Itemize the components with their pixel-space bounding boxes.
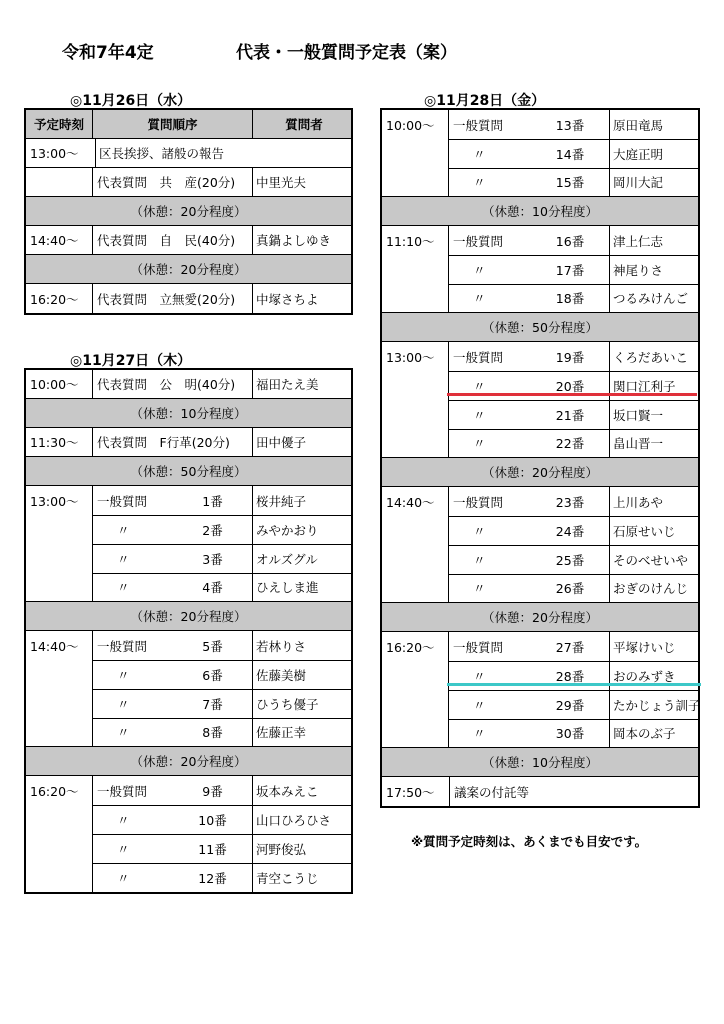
break-label: （休憩：20分程度） [130,204,247,219]
question-number-cell: 14番 [531,139,610,168]
row-divider [449,255,698,256]
questioner-cell: オルズグル [256,551,318,567]
table-row [26,284,351,313]
time-cell [382,574,449,602]
table-row [26,370,351,399]
row-divider [449,400,698,401]
header-order: 質問順序 [93,110,253,138]
questioner-cell: 原田竜馬 [613,117,664,133]
time-cell [26,834,93,863]
day1-date-heading: ◎11月26日（水） [70,93,192,109]
table-row [26,139,351,168]
question-number-cell: 7番 [173,689,253,718]
questioner-cell: 上川あや [613,494,664,510]
table-row [26,631,351,660]
row-divider [449,284,698,285]
time-cell [26,863,93,892]
question-number-cell: 5番 [173,631,253,660]
table-row [26,660,351,689]
table-row [26,226,351,255]
question-number-cell: 2番 [173,515,253,544]
table-row [382,400,698,429]
break-label: （休憩：10分程度） [130,406,247,421]
question-number-cell: 1番 [173,486,253,515]
row-divider [449,690,698,691]
row-divider [449,545,698,546]
questioner-cell: 佐藤美樹 [256,667,307,683]
question-number-cell: 24番 [531,516,610,545]
time-cell: 13:00～ [30,146,79,161]
table-row [26,689,351,718]
question-type-cell: 〃 [117,812,130,828]
break-label: （休憩：20分程度） [130,262,247,277]
break-row [382,313,698,342]
time-cell: 16:20～ [382,632,449,661]
row-divider [449,429,698,430]
question-type-cell: 代表質問 F行革(20分) [93,428,253,456]
questioner-cell: 津上仁志 [613,233,664,249]
table-row [382,226,698,255]
table-row [382,110,698,139]
day1-schedule-table [24,108,353,315]
day3-date-heading: ◎11月28日（金） [424,93,546,109]
session-label: 令和7年4定 [62,43,154,63]
time-cell: 13:00～ [382,342,449,371]
question-number-cell: 19番 [531,342,610,371]
row-divider [93,515,351,516]
time-cell: 13:00～ [26,486,93,515]
questioner-cell: 田中優子 [256,435,307,450]
question-number-cell: 3番 [173,544,253,573]
table-row [26,573,351,602]
question-type-cell: 〃 [117,580,130,595]
question-type-cell: 〃 [117,841,130,857]
questioner-cell: 大庭正明 [613,146,664,162]
row-divider [93,718,351,719]
greeting-cell: 区長挨拶、諸般の報告 [95,139,350,167]
question-number-cell: 15番 [531,168,610,196]
question-number-cell: 10番 [173,805,253,834]
question-type-cell: 〃 [473,407,486,423]
table-row [26,776,351,805]
time-cell [26,515,93,544]
time-cell [26,660,93,689]
question-number-cell: 11番 [173,834,253,863]
row-divider [93,863,351,864]
break-row [26,399,351,428]
break-label: （休憩：50分程度） [130,464,247,479]
questioner-cell: 石原せいじ [613,523,676,539]
page-title: 代表・一般質問予定表（案） [236,43,457,63]
table-row [382,429,698,458]
time-cell: 14:40～ [382,487,449,516]
questioner-cell: 福田たえ美 [256,377,319,392]
break-row [26,197,351,226]
break-label: （休憩：20分程度） [482,610,598,625]
footnote: ※質問予定時刻は、あくまでも目安です。 [411,834,648,849]
time-cell [382,139,449,168]
question-type-cell: 〃 [473,378,486,394]
question-number-cell: 25番 [531,545,610,574]
table-row [382,690,701,719]
question-type-cell: 〃 [473,697,486,713]
red-highlight-line [447,393,697,396]
question-number-cell: 18番 [531,284,610,312]
break-label: （休憩：20分程度） [130,754,247,769]
day3-schedule-table [380,108,700,808]
questioner-cell: おのみずき [613,668,676,684]
table-row [382,284,698,313]
time-cell [382,545,449,574]
questioner-cell: みやかおり [256,522,319,538]
time-cell [26,573,93,601]
questioner-cell: ひうち優子 [256,696,319,712]
questioner-cell: そのべせいや [613,552,689,568]
question-type-cell: 〃 [473,175,486,190]
question-number-cell: 9番 [173,776,253,805]
table-row [382,777,698,806]
questioner-cell: 神尾りさ [613,262,664,278]
questioner-cell: つるみけんご [613,291,689,306]
table-row [382,487,698,516]
row-divider [93,689,351,690]
table-row [26,834,351,863]
table-header-row [26,110,351,139]
time-cell [382,284,449,312]
table-row [26,718,351,747]
questioner-cell: 平塚けいじ [613,639,676,655]
question-number-cell: 12番 [173,863,253,892]
time-cell [382,661,449,690]
break-label: （休憩：10分程度） [482,204,598,219]
question-type-cell: 〃 [117,551,130,567]
row-divider [449,516,698,517]
question-type-cell: 〃 [473,291,486,306]
break-row [382,748,698,777]
row-divider [93,544,351,545]
table-row [382,574,698,603]
question-number-cell: 23番 [531,487,610,516]
cyan-highlight-line [447,683,701,686]
questioner-cell: 桜井純子 [256,493,307,509]
questioner-cell: ひえしま進 [256,580,319,595]
question-type-cell: 一般質問 [97,493,148,509]
question-type-cell: 〃 [117,522,130,538]
time-cell: 11:30～ [26,428,93,456]
questioner-cell: 青空こうじ [256,870,319,886]
time-cell: 10:00～ [382,110,449,139]
day2-schedule-table [24,368,353,894]
question-type-cell: 〃 [473,726,486,741]
table-row [26,544,351,573]
break-label: （休憩：20分程度） [482,465,598,480]
break-label: （休憩：50分程度） [482,320,598,335]
question-type-cell: 代表質問 共 産(20分) [93,168,253,196]
questioner-cell: おぎのけんじ [613,581,689,596]
break-row [382,603,698,632]
questioner-cell: 真鍋よしゆき [256,233,332,248]
row-divider [93,805,351,806]
time-cell [382,516,449,545]
questioner-cell: 関口江利子 [613,378,676,394]
question-type-cell: 〃 [473,552,486,568]
closing-cell: 議案の付託等 [449,777,699,806]
table-row [382,255,698,284]
break-row [26,255,351,284]
question-type-cell: 代表質問 立無愛(20分) [93,284,253,313]
time-cell [382,400,449,429]
question-type-cell: 一般質問 [453,639,504,655]
question-number-cell: 30番 [531,719,610,747]
table-row [26,486,351,515]
question-type-cell: 一般質問 [97,783,148,799]
break-row [382,458,698,487]
table-row [26,428,351,457]
table-row [382,342,698,371]
row-divider [93,660,351,661]
question-type-cell: 一般質問 [453,233,504,249]
row-divider [449,371,698,372]
question-type-cell: 〃 [117,870,130,886]
time-cell [382,719,449,747]
empty-time-cell [26,168,93,196]
break-row [26,747,351,776]
question-type-cell: 〃 [473,523,486,539]
table-row [382,168,698,197]
time-cell: 17:50～ [386,784,435,800]
time-cell [26,805,93,834]
questioner-cell: 若林りさ [256,638,307,654]
questioner-cell: くろだあいこ [613,349,689,365]
time-cell [26,544,93,573]
questioner-cell: 坂口賢一 [613,407,664,423]
time-cell [382,168,449,196]
question-type-cell: 〃 [473,146,486,162]
question-type-cell: 代表質問 公 明(40分) [93,370,253,398]
table-row [382,719,698,748]
table-row [382,632,698,661]
question-type-cell: 一般質問 [453,117,504,133]
question-number-cell: 27番 [531,632,610,661]
question-number-cell: 16番 [531,226,610,255]
question-number-cell: 26番 [531,574,610,602]
question-type-cell: 〃 [473,436,486,451]
table-row [382,545,698,574]
table-row [26,168,351,197]
questioner-cell: 中里光夫 [256,175,307,190]
break-row [382,197,698,226]
time-cell [382,429,449,457]
question-type-cell: 代表質問 自 民(40分) [93,226,253,254]
time-cell [382,371,449,400]
questioner-cell: 畠山晋一 [613,436,664,451]
row-divider [93,834,351,835]
question-number-cell: 22番 [531,429,610,457]
time-cell [26,689,93,718]
question-type-cell: 一般質問 [453,349,504,365]
question-type-cell: 一般質問 [453,494,504,510]
row-divider [449,574,698,575]
question-number-cell: 17番 [531,255,610,284]
time-cell: 16:20～ [26,776,93,805]
question-number-cell: 8番 [173,718,253,746]
question-type-cell: 〃 [473,262,486,278]
row-divider [93,573,351,574]
question-type-cell: 〃 [473,668,486,684]
question-type-cell: 〃 [117,667,130,683]
questioner-cell: 岡川大記 [613,175,664,190]
break-label: （休憩：10分程度） [482,755,598,770]
question-type-cell: 〃 [117,696,130,712]
questioner-cell: 岡本のぶ子 [613,726,676,741]
break-row [26,602,351,631]
table-row [26,805,351,834]
time-cell [26,718,93,746]
question-number-cell: 6番 [173,660,253,689]
question-number-cell: 4番 [173,573,253,601]
break-row [26,457,351,486]
row-divider [449,719,698,720]
header-questioner: 質問者 [285,117,323,132]
questioner-cell: 河野俊弘 [256,841,307,857]
questioner-cell: 中塚さちよ [256,291,319,307]
questioner-cell: 佐藤正幸 [256,725,307,740]
time-cell: 11:10～ [382,226,449,255]
question-number-cell: 28番 [531,661,610,690]
table-row [26,863,351,892]
question-type-cell: 〃 [473,581,486,596]
day2-date-heading: ◎11月27日（木） [70,353,192,369]
table-row [382,139,698,168]
questioner-cell: 坂本みえこ [256,783,319,799]
time-cell [382,690,449,719]
break-label: （休憩：20分程度） [130,609,247,624]
row-divider [449,139,698,140]
table-row [26,515,351,544]
question-number-cell: 29番 [531,690,610,719]
time-cell: 14:40～ [26,226,93,254]
question-type-cell: 〃 [117,725,130,740]
table-row [382,516,698,545]
questioner-cell: 山口ひろひさ [256,812,332,828]
question-number-cell: 21番 [531,400,610,429]
time-cell: 10:00～ [26,370,93,398]
time-cell: 14:40～ [26,631,93,660]
row-divider [449,168,698,169]
question-number-cell: 13番 [531,110,610,139]
header-time: 予定時刻 [26,110,93,138]
questioner-cell: たかじょう訓子 [613,697,701,713]
question-type-cell: 一般質問 [97,638,148,654]
time-cell: 16:20～ [26,284,93,313]
time-cell [382,255,449,284]
question-number-cell: 20番 [531,371,610,400]
row-divider [449,661,698,662]
